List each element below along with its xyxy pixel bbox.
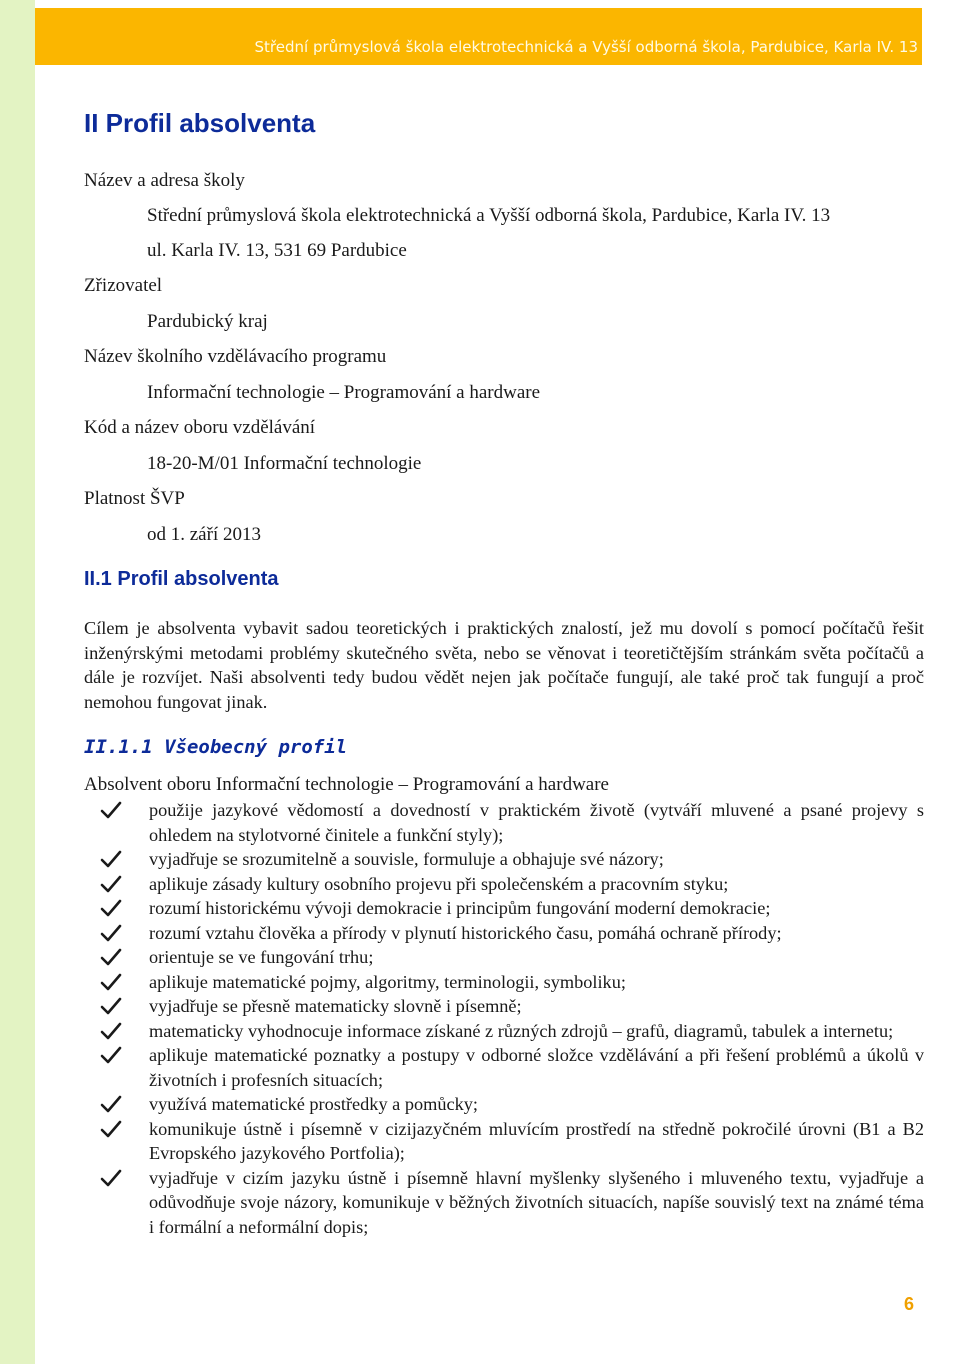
list-item <box>100 921 924 946</box>
list-item <box>100 1043 924 1092</box>
general-profile-title: II.1.1 Všeobecný profil <box>84 736 348 758</box>
checkmark-icon <box>100 798 122 822</box>
list-item-text: rozumí vztahu člověka a přírody v plynutí historického času, pomáhá ochraně přírody; <box>149 922 782 943</box>
general-profile-intro: Absolvent oboru Informační technologie – Programování a hardware <box>84 774 609 795</box>
school-name-value: Střední průmyslová škola elektrotechnická a Vyšší odborná škola, Pardubice, Karla IV. 13 <box>147 205 831 226</box>
list-item <box>100 1092 924 1117</box>
list-item <box>100 994 924 1019</box>
checkmark-icon <box>100 1019 122 1043</box>
checkmark-icon <box>100 896 122 920</box>
list-item <box>100 847 924 872</box>
program-value: Informační technologie – Programování a hardware <box>147 382 541 403</box>
checkmark-icon <box>100 847 122 871</box>
page-number: 6 <box>904 1294 915 1314</box>
list-item-text: využívá matematické prostředky a pomůcky; <box>149 1094 478 1114</box>
list-item-text: použije jazykové vědomostí a dovedností v praktickém životě (vytváří mluvené a psané projevy s ohledem na stylotvorné činitele a funkční styly); <box>149 800 924 845</box>
list-item-text: vyjadřuje se srozumitelně a souvisle, formuluje a obhajuje své názory; <box>149 849 664 869</box>
checkmark-icon <box>100 945 122 969</box>
founder-label: Zřizovatel <box>84 275 163 296</box>
list-item <box>100 970 924 995</box>
list-item-text: vyjadřuje se přesně matematicky slovně i písemně; <box>149 996 522 1016</box>
checkmark-icon <box>100 921 122 945</box>
program-label: Název školního vzdělávacího programu <box>84 346 387 367</box>
profile-paragraph: Cílem je absolventa vybavit sadou teoretických i praktických znalostí, jež mu dovolí s pomocí počítačů řešit inženýrskými metodami problémy skutečného světa, nebo se věnovat i teoretičtějším stránkám světa počítačů a dále je rozvíjet. Naši absolventi tedy budou vědět nejen jak počítače fungují, ale také proč tak fungují a proč nemohou fungovat jinak. <box>84 618 924 712</box>
list-item <box>100 896 924 921</box>
checkmark-icon <box>100 872 122 896</box>
list-item <box>100 945 924 970</box>
list-item-text: vyjadřuje v cizím jazyku ústně i písemně hlavní myšlenky slyšeného i mluveného textu, vyjadřuje a odůvodňuje svoje názory, komunikuje v běžných životních situacích, napíše souvislý text na známé téma i formální a neformální dopis; <box>149 1167 924 1237</box>
list-item-text: aplikuje matematické pojmy, algoritmy, terminologii, symboliku; <box>149 971 626 992</box>
checkmark-icon <box>100 1092 122 1116</box>
section-title: II Profil absolventa <box>84 108 316 138</box>
checkmark-icon <box>100 1117 122 1141</box>
checkmark-icon <box>100 970 122 994</box>
list-item-text: orientuje se ve fungování trhu; <box>149 947 374 967</box>
field-code-label: Kód a název oboru vzdělávání <box>84 417 316 438</box>
list-item <box>100 1117 924 1166</box>
checkmark-icon <box>100 1043 122 1067</box>
competence-list <box>100 798 924 1239</box>
running-header: Střední průmyslová škola elektrotechnická a Vyšší odborná škola, Pardubice, Karla IV. 13 <box>254 38 918 56</box>
validity-label: Platnost ŠVP <box>84 488 185 509</box>
list-item <box>100 872 924 897</box>
validity-value: od 1. září 2013 <box>147 524 261 545</box>
field-code-value: 18-20-M/01 Informační technologie <box>147 453 422 474</box>
checkmark-icon <box>100 1166 122 1190</box>
header-band <box>35 8 922 65</box>
checkmark-icon <box>100 994 122 1018</box>
list-item <box>100 1166 924 1240</box>
subsection-title: II.1 Profil absolventa <box>84 568 279 590</box>
list-item <box>100 1019 924 1044</box>
list-item-text: matematicky vyhodnocuje informace získané z různých zdrojů – grafů, diagramů, tabulek a internetu; <box>149 1020 894 1041</box>
list-item-text: komunikuje ústně i písemně v cizijazyčném mluvícím prostředí na středně pokročilé úrovni (B1 a B2 Evropského jazykového Portfolia); <box>149 1118 924 1163</box>
school-address-value: ul. Karla IV. 13, 531 69 Pardubice <box>147 240 407 261</box>
list-item-text: aplikuje zásady kultury osobního projevu při společenském a pracovním styku; <box>149 873 729 894</box>
list-item-text: aplikuje matematické poznatky a postupy v odborné složce vzdělávání a při řešení problémů a úkolů v životních i profesních situacích; <box>149 1045 924 1090</box>
founder-value: Pardubický kraj <box>147 311 268 332</box>
school-name-label: Název a adresa školy <box>84 170 245 191</box>
list-item <box>100 798 924 847</box>
list-item-text: rozumí historickému vývoji demokracie i principům fungování moderní demokracie; <box>149 898 771 918</box>
side-decoration-band <box>0 0 35 1364</box>
